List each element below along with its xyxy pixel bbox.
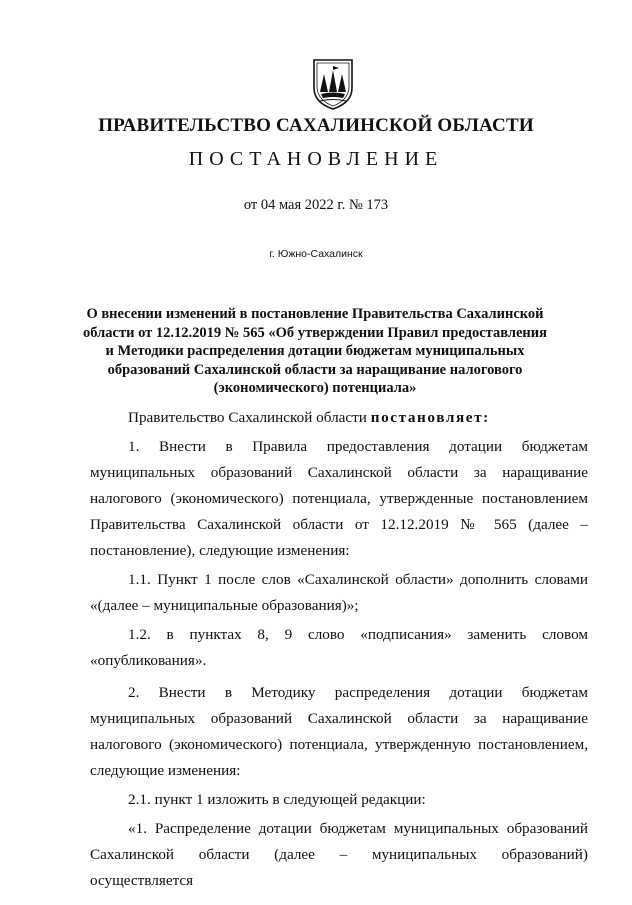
- intro-prefix: Правительство Сахалинской области: [128, 409, 371, 426]
- intro-decree-verb: постановляет:: [370, 409, 490, 426]
- coat-of-arms-emblem: [312, 58, 354, 110]
- paragraph-1-2: 1.2. в пунктах 8, 9 слово «подписания» заменить словом «опубликования».: [90, 626, 588, 669]
- document-body: [90, 405, 588, 894]
- document-subject: О внесении изменений в постановление Правительства Сахалинской области от 12.12.2019 № 565 «Об утверждении Правил предоставления и Методики распределения дотации бюджетам муниципальных образований Сахалинской области за наращивание налогового (экономического) потенциала»: [83, 306, 547, 396]
- paragraph-1-1: 1.1. Пункт 1 после слов «Сахалинской области» дополнить словами «(далее – муниципальные образования)»;: [90, 571, 588, 614]
- paragraph-2-1: 2.1. пункт 1 изложить в следующей редакции:: [128, 791, 426, 808]
- paragraph-2: 2. Внести в Методику распределения дотации бюджетам муниципальных образований Сахалинской области за наращивание налогового (экономического) потенциала, утвержденную постановлением, следующие изменения:: [90, 684, 588, 779]
- intro-paragraph: [90, 405, 588, 431]
- government-title: ПРАВИТЕЛЬСТВО САХАЛИНСКОЙ ОБЛАСТИ: [98, 115, 534, 136]
- paragraph-quote-start: «1. Распределение дотации бюджетам муниципальных образований Сахалинской области (далее – муниципальных образований) осуществляется: [90, 820, 588, 889]
- paragraph-1: 1. Внести в Правила предоставления дотации бюджетам муниципальных образований Сахалинской области за наращивание налогового (экономического) потенциала, утвержденные постановлением Правительства Сахалинской области от 12.12.2019 № 565 (далее – постановление), следующие изменения:: [90, 438, 588, 559]
- document-type: ПОСТАНОВЛЕНИЕ: [188, 148, 444, 170]
- document-city: г. Южно-Сахалинск: [269, 248, 363, 260]
- document-date-number: от 04 мая 2022 г. № 173: [243, 197, 389, 213]
